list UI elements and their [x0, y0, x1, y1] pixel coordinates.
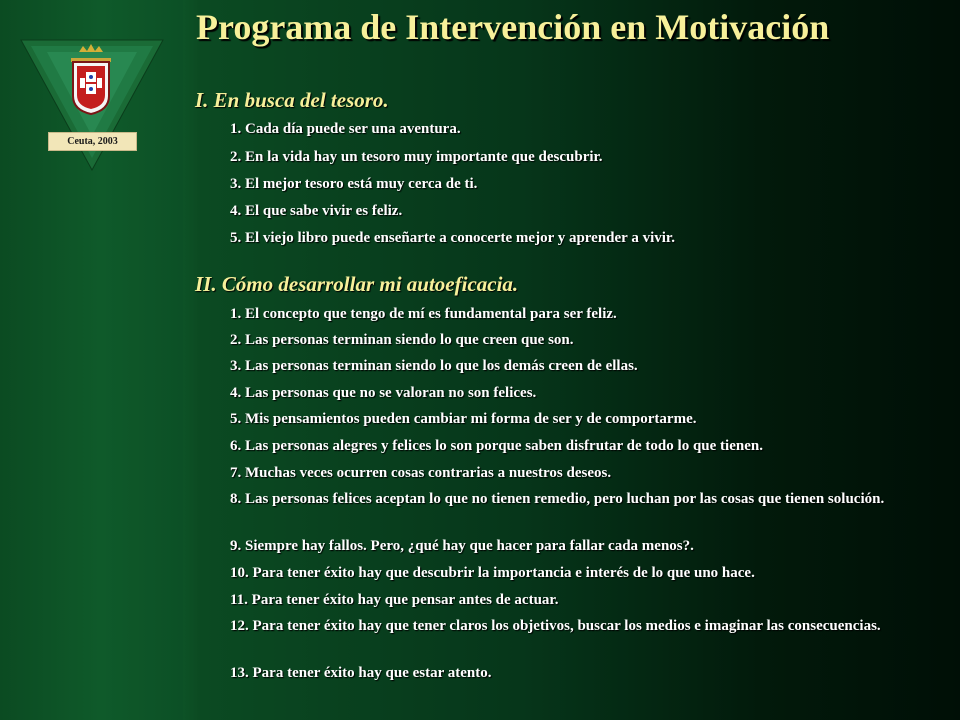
list-item: 3. El mejor tesoro está muy cerca de ti. [230, 176, 478, 192]
list-item: 3. Las personas terminan siendo lo que los demás creen de ellas. [230, 358, 638, 374]
list-item: 2. Las personas terminan siendo lo que creen que son. [230, 332, 574, 348]
list-item: 12. Para tener éxito hay que tener claros los objetivos, buscar los medios e imaginar las consecuencias. [230, 618, 881, 634]
list-item: 5. El viejo libro puede enseñarte a conocerte mejor y aprender a vivir. [230, 230, 675, 246]
section-heading-1: I. En busca del tesoro. [195, 88, 389, 112]
section-heading-2: II. Cómo desarrollar mi autoeficacia. [195, 272, 519, 296]
list-item: 10. Para tener éxito hay que descubrir la importancia e interés de lo que uno hace. [230, 565, 755, 581]
list-item: 2. En la vida hay un tesoro muy importante que descubrir. [230, 149, 603, 165]
list-item: 7. Muchas veces ocurren cosas contrarias a nuestros deseos. [230, 465, 612, 481]
list-item: 11. Para tener éxito hay que pensar antes de actuar. [230, 592, 559, 608]
logo-caption: Ceuta, 2003 [48, 132, 137, 151]
list-item: 1. El concepto que tengo de mí es fundamental para ser feliz. [230, 306, 617, 322]
list-item: 1. Cada día puede ser una aventura. [230, 121, 461, 137]
list-item: 4. Las personas que no se valoran no son felices. [230, 385, 537, 401]
list-item: 9. Siempre hay fallos. Pero, ¿qué hay que hacer para fallar cada menos?. [230, 538, 694, 554]
list-item: 6. Las personas alegres y felices lo son porque saben disfrutar de todo lo que tienen. [230, 438, 763, 454]
list-item: 5. Mis pensamientos pueden cambiar mi forma de ser y de comportarme. [230, 411, 697, 427]
page-title: Programa de Intervención en Motivación [196, 7, 830, 47]
list-item: 4. El que sabe vivir es feliz. [230, 203, 403, 219]
list-item: 8. Las personas felices aceptan lo que no tienen remedio, pero luchan por las cosas que tienen solución. [230, 491, 885, 507]
list-item: 13. Para tener éxito hay que estar atento. [230, 665, 492, 681]
